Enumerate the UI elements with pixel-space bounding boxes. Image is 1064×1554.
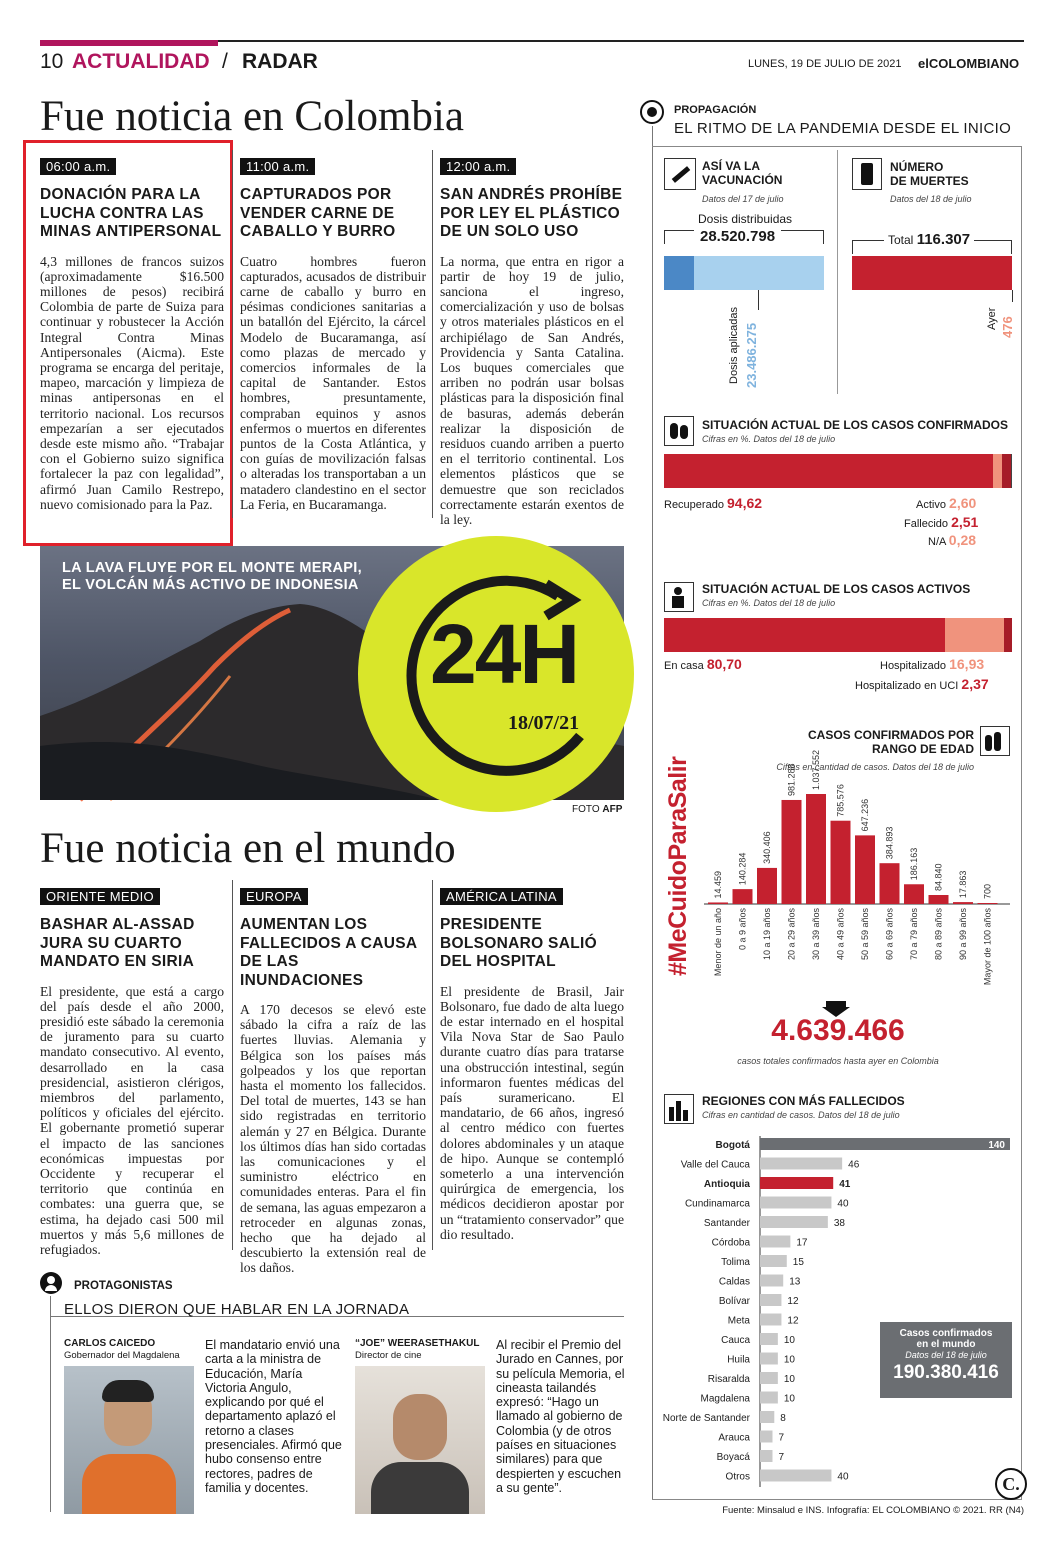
uci-label: Hospitalizado en UCI 2,37 xyxy=(855,676,989,692)
en-casa-label: En casa 80,70 xyxy=(664,656,742,672)
person-name: “JOE” WEERASETHAKUL xyxy=(355,1338,480,1349)
region-label: Meta xyxy=(727,1315,750,1327)
bar-chart-icon xyxy=(664,1094,694,1124)
age-value-label: 384.893 xyxy=(884,826,895,860)
region-bar xyxy=(760,1177,833,1189)
hospitalizado-label: Hospitalizado 16,93 xyxy=(880,656,985,672)
total-cases: 4.639.466 xyxy=(771,1014,905,1047)
region-bar xyxy=(760,1216,828,1228)
subsection-name: RADAR xyxy=(242,50,318,73)
region-label: Huila xyxy=(727,1354,750,1366)
page-number: 10 xyxy=(40,50,64,73)
region-value-label: 7 xyxy=(778,1432,785,1444)
confirmados-note: Cifras en %. Datos del 18 de julio xyxy=(702,434,836,444)
region-bar xyxy=(760,1353,778,1365)
colombia-item-3 xyxy=(440,158,624,527)
region-bar xyxy=(760,1314,781,1326)
region-label: Cundinamarca xyxy=(684,1198,750,1210)
region-value-label: 38 xyxy=(833,1218,845,1229)
section-name: ACTUALIDAD xyxy=(72,50,210,73)
muertes-date: Datos del 18 de julio xyxy=(890,194,972,204)
age-bar xyxy=(708,902,728,904)
age-category-label: Mayor de 100 años xyxy=(982,908,993,986)
recuperado-segment xyxy=(664,454,993,488)
region-value-label: 10 xyxy=(783,1374,795,1385)
virus-icon xyxy=(640,100,664,124)
mundo-item-2 xyxy=(240,888,426,1276)
age-category-label: 40 a 49 años xyxy=(835,908,846,961)
item-time: 12:00 a.m. xyxy=(440,158,516,175)
region-label: Arauca xyxy=(718,1432,750,1444)
hospitalizado-segment xyxy=(945,618,1004,652)
region-label: Santander xyxy=(703,1218,750,1229)
region-bar xyxy=(760,1236,790,1248)
age-category-label: 80 a 89 años xyxy=(933,908,944,961)
item-tag: ORIENTE MEDIO xyxy=(40,888,160,905)
region-bar xyxy=(760,1392,778,1404)
age-category-label: 0 a 9 años xyxy=(737,908,748,951)
age-bar xyxy=(904,884,924,904)
region-bar xyxy=(760,1294,781,1306)
na-label: N/A 0,28 xyxy=(928,532,977,548)
photo-credit: FOTO AFP xyxy=(572,804,623,815)
region-value-label: 46 xyxy=(848,1159,860,1171)
age-category-label: 20 a 29 años xyxy=(786,908,797,961)
24h-badge xyxy=(358,536,634,812)
region-value-label: 7 xyxy=(778,1452,785,1463)
age-value-label: 17.863 xyxy=(958,870,968,899)
issue-date: LUNES, 19 DE JULIO DE 2021 xyxy=(748,58,902,70)
top-accent xyxy=(40,40,218,46)
age-value-label: 647.236 xyxy=(860,798,870,832)
mundo-item-1 xyxy=(40,888,224,1257)
coffin-icon xyxy=(852,158,882,190)
vacunacion-date: Datos del 17 de julio xyxy=(702,194,784,204)
syringe-icon xyxy=(664,158,696,190)
region-value-label: 8 xyxy=(780,1413,786,1424)
region-value-label: 13 xyxy=(789,1276,801,1288)
age-bar xyxy=(831,821,851,904)
muertes-total: Total 116.307 xyxy=(884,231,974,248)
item-headline: BASHAR AL-ASSAD JURA SU CUARTO MANDATO EN SIRIA xyxy=(40,916,195,970)
applied-leader xyxy=(758,290,759,310)
item-headline: CAPTURADOS POR VENDER CARNE DE CABALLO Y BURRO xyxy=(240,186,396,240)
age-bar xyxy=(757,868,777,904)
region-bar xyxy=(760,1431,773,1443)
item-body: 4,3 millones de francos suizos (aproximadamente $16.500 millones de pesos) recibirá Colombia de parte de Suiza para continuar y robustecer la Acción Integral Contra Minas Antipersonales (Aicma). Este programa se encarga del peritaje, mapeo, marcación y limpieza de minas antipersonas en el territorio nacional. Los recursos empezarían a ser ejecutados desde este mismo año. “Trabajar con el Gobierno suizo significa fortalecer la paz con legalidad”, afirmó Juan Camilo Restrepo, nuevo comisionado para la Paz. xyxy=(40,253,224,512)
region-bar xyxy=(760,1411,774,1423)
activos-title: SITUACIÓN ACTUAL DE LOS CASOS ACTIVOS xyxy=(702,582,971,596)
region-value-label: 10 xyxy=(783,1354,795,1366)
region-bar xyxy=(760,1333,778,1345)
item-headline: AUMENTAN LOS FALLECIDOS A CAUSA DE LAS INUNDACIONES xyxy=(240,916,417,989)
vac-divider xyxy=(837,150,838,394)
age-category-label: 50 a 59 años xyxy=(860,908,870,961)
person-icon xyxy=(40,1272,62,1294)
colombia-title: Fue noticia en Colombia xyxy=(40,93,464,140)
applied-value: 23.486.275 xyxy=(744,322,759,388)
region-label: Risaralda xyxy=(707,1374,750,1385)
region-bar xyxy=(760,1470,831,1482)
region-value-label: 10 xyxy=(783,1393,795,1405)
confirmados-title: SITUACIÓN ACTUAL DE LOS CASOS CONFIRMADOS xyxy=(702,418,1009,432)
ayer-leader xyxy=(1012,290,1013,302)
region-bar xyxy=(760,1450,773,1462)
column-divider xyxy=(432,880,433,1250)
photo-caption: LA LAVA FLUYE POR EL MONTE MERAPI, EL VOLCÁN MÁS ACTIVO DE INDONESIA xyxy=(62,560,362,593)
fallecido-segment xyxy=(1002,454,1011,488)
region-label: Boyacá xyxy=(716,1452,750,1463)
age-value-label: 340.406 xyxy=(762,831,772,864)
regions-chart-title: REGIONES CON MÁS FALLECIDOS xyxy=(702,1094,905,1108)
region-bar xyxy=(760,1158,842,1170)
age-value-label: 785.576 xyxy=(835,784,846,817)
protagonistas-rule xyxy=(50,1296,51,1512)
item-body: Cuatro hombres fueron capturados, acusados de distribuir carne de caballo y burro en pésimas condiciones sanitarias a un batallón del Ejército, la cárcel Modelo de Bucaramanga, así como plazas de mercado y comercios informales de la capital de Santander. Estos hombres, presuntamente, compraban equinos y asnos enfermos o muertos en diferentes puntos de la Costa Atlántica, y con guías de movilización falsas o alteradas los transportaban a un matadero clandestino en el sector La Feria, en Bucaramanga. xyxy=(240,253,426,512)
infographic-title: EL RITMO DE LA PANDEMIA DESDE EL INICIO xyxy=(674,120,1012,137)
age-bar xyxy=(733,889,753,904)
section-slash: / xyxy=(222,50,228,73)
region-label: Bolívar xyxy=(718,1296,750,1307)
person-photo xyxy=(355,1366,485,1514)
age-value-label: 186.163 xyxy=(909,847,919,881)
applied-label: Dosis aplicadas xyxy=(728,306,740,384)
ayer-value: 476 xyxy=(1000,316,1015,338)
activo-segment xyxy=(993,454,1002,488)
age-category-label: 30 a 39 años xyxy=(811,908,821,961)
patient-icon xyxy=(664,582,694,612)
mundo-item-3 xyxy=(440,888,624,1242)
recuperado-label: Recuperado 94,62 xyxy=(664,495,763,511)
age-bar xyxy=(880,863,900,904)
item-body: El presidente de Brasil, Jair Bolsonaro, fue dado de alta luego de estar internado en el hospital Vila Nova Star de Sao Paulo durante cuatro días para tratarse una obstrucción intestinal, según informaron fuentes médicas del país suramericano. El mandatario, de 66 años, ingresó al centro médico con fuertes dolores abdominales y un ataque de hipo. Aunque se contempló someterlo a una intervención quirúrgica de emergencia, los médicos decidieron apostar por un “tratamiento conservador” que dio resultado. xyxy=(440,983,624,1242)
item-headline: SAN ANDRÉS PROHÍBE POR LEY EL PLÁSTICO DE UN SOLO USO xyxy=(440,186,623,240)
na-segment xyxy=(1011,454,1012,488)
age-bar xyxy=(953,902,973,904)
region-bar xyxy=(760,1138,1010,1150)
hashtag: #MeCuidoParaSalir xyxy=(664,756,692,976)
activos-note: Cifras en %. Datos del 18 de julio xyxy=(702,598,836,608)
item-headline: DONACIÓN PARA LA LUCHA CONTRA LAS MINAS ANTIPERSONAL xyxy=(40,186,222,240)
ayer-label: Ayer xyxy=(986,307,998,330)
age-value-label: 700 xyxy=(982,883,993,899)
age-chart-title: CASOS CONFIRMADOS POR RANGO DE EDAD xyxy=(807,728,974,756)
confirmados-bar xyxy=(664,454,1012,488)
brand-logo: elCOLOMBIANO xyxy=(918,56,1020,71)
non-applied-bar xyxy=(664,256,694,290)
age-bar xyxy=(855,835,875,904)
item-tag: EUROPA xyxy=(240,888,308,905)
item-body: A 170 decesos se elevó este sábado la cifra a raíz de las fuertes lluvias. Alemania y Bélgica son los países más golpeados y los que reportan hasta el momento los fallecidos. Del total de muertes, 143 se han sido registradas en territorio alemán y 27 en Bélgica. Durante los últimos días han sido cortadas las comunicaciones y el suministro eléctrico en comunidades enteras. Para el fin de semana, las aguas empezaron a retroceder en algunas zonas, hecho que ha dejado al descubierto la extensión real de los daños. xyxy=(240,1002,426,1276)
region-label: Valle del Cauca xyxy=(680,1159,750,1171)
region-value-label: 12 xyxy=(787,1296,799,1307)
world-cases-box: Casos confirmados en el mundo Datos del 18 de julio 190.380.416 xyxy=(880,1322,1012,1398)
age-category-label: 70 a 79 años xyxy=(909,908,919,961)
item-body: La norma, que entra en rigor a partir de hoy 19 de julio, sanciona el ingreso, comercialización y uso de bolsas y otros materiales plásticos en el archipiélago de San Andrés, Providencia y Santa Catalina. Los buques comerciales que arriben no podrán usar bolsas plásticas para la disposición final de basuras, además deberán realizar la disposición de residuos cuando arriben a puerto en el territorio continental. Los elementos plásticos que se demuestre que son reciclados correctamente estarán exentos de la ley. xyxy=(440,253,624,527)
age-value-label: 981.288 xyxy=(786,763,797,796)
region-label: Tolima xyxy=(721,1257,750,1268)
age-category-label: 60 a 69 años xyxy=(884,908,895,961)
protagonistas-subtitle: ELLOS DIERON QUE HABLAR EN LA JORNADA xyxy=(64,1301,410,1318)
infographic-source: Fuente: Minsalud e INS. Infografía: EL COLOMBIANO © 2021. RR (N4) xyxy=(722,1505,1024,1516)
region-label: Cauca xyxy=(721,1335,750,1346)
uci-segment xyxy=(1004,618,1012,652)
muertes-title: NÚMERO DE MUERTES xyxy=(890,160,969,188)
region-label: Antioquia xyxy=(703,1179,750,1190)
age-value-label: 1.037.552 xyxy=(811,749,821,790)
region-bar xyxy=(760,1275,783,1287)
age-value-label: 14.459 xyxy=(713,870,723,899)
age-value-label: 84.840 xyxy=(933,863,944,892)
item-headline: PRESIDENTE BOLSONARO SALIÓ DEL HOSPITAL xyxy=(440,916,597,970)
person-name: CARLOS CAICEDO xyxy=(64,1338,156,1349)
region-value-label: 140 xyxy=(988,1140,1005,1151)
group-icon xyxy=(980,726,1010,756)
activo-label: Activo 2,60 xyxy=(916,495,977,511)
person-quote: Al recibir el Premio del Jurado en Cannes, por su película Memoria, el cineasta tailandés expresó: “Hago un llamado al gobierno de Colombia (y de otros países en situaciones similares) para que despierten y escuchen a su gente”. xyxy=(496,1338,625,1495)
24h-date: 18/07/21 xyxy=(508,712,580,734)
people-icon xyxy=(664,416,694,446)
fallecido-label: Fallecido 2,51 xyxy=(904,514,979,530)
age-chart-subtitle: Cifras en cantidad de casos. Datos del 18 de julio xyxy=(776,762,974,772)
region-value-label: 40 xyxy=(837,1198,849,1210)
region-value-label: 41 xyxy=(839,1179,851,1190)
infographic-kicker: PROPAGACIÓN xyxy=(674,104,757,116)
region-bar xyxy=(760,1197,831,1209)
item-time: 06:00 a.m. xyxy=(40,158,116,175)
region-value-label: 12 xyxy=(787,1315,799,1327)
protagonistas-label: PROTAGONISTAS xyxy=(74,1280,173,1292)
item-tag: AMÉRICA LATINA xyxy=(440,888,563,905)
dist-label: Dosis distribuidas xyxy=(698,212,793,226)
column-divider xyxy=(232,150,233,518)
region-label: Bogotá xyxy=(715,1140,750,1151)
person-role: Gobernador del Magdalena xyxy=(64,1350,180,1361)
region-value-label: 40 xyxy=(837,1471,849,1483)
muertes-bar xyxy=(852,256,1012,290)
colombiano-logo: C. xyxy=(995,1468,1027,1500)
column-divider xyxy=(232,880,233,1250)
regions-chart-subtitle: Cifras en cantidad de casos. Datos del 18 de julio xyxy=(702,1110,900,1120)
region-label: Córdoba xyxy=(711,1237,750,1249)
region-label: Otros xyxy=(725,1471,750,1483)
region-value-label: 15 xyxy=(792,1257,804,1268)
region-value-label: 17 xyxy=(796,1237,808,1249)
age-bar xyxy=(806,794,826,904)
age-bar xyxy=(929,895,949,904)
age-category-label: Menor de un año xyxy=(713,908,723,977)
dist-value: 28.520.798 xyxy=(694,228,781,245)
item-time: 11:00 a.m. xyxy=(240,158,315,175)
age-bar xyxy=(782,800,802,904)
regions-chart xyxy=(650,1134,1020,1490)
item-body: El presidente, que está a cargo del país desde el año 2000, presidió este sábado la ceremonia de juramento para su cuarto mandato consecutivo. Al evento, desarrollado en la casa presidencial, asistieron clérigos, miembros del parlamento, políticos y oficiales del ejército. El gobernante prometió superar el impacto de las sanciones económicas impuestas por Occidente y recuperar el territorio que continúa en combates: una guerra que, se estima, ha dejado casi 500 mil muertos y más 5,6 millones de refugiados. xyxy=(40,983,224,1257)
colombia-item-1 xyxy=(40,158,224,512)
region-label: Magdalena xyxy=(700,1393,750,1405)
region-label: Caldas xyxy=(718,1276,750,1288)
colombia-item-2 xyxy=(240,158,426,512)
age-bar xyxy=(978,903,998,904)
age-category-label: 10 a 19 años xyxy=(762,908,772,961)
en-casa-segment xyxy=(664,618,945,652)
volcano-photo xyxy=(40,546,624,800)
person-quote: El mandatario envió una carta a la ministra de Educación, María Victoria Angulo, explicando por qué el departamento aplazó el retorno a clases presenciales. Afirmó que hubo consenso entre rectores, padres de familia y docentes. xyxy=(205,1338,342,1495)
age-value-label: 140.284 xyxy=(737,852,748,886)
region-value-label: 10 xyxy=(783,1335,795,1346)
column-divider xyxy=(432,150,433,518)
region-bar xyxy=(760,1255,787,1267)
24h-logo: 24H xyxy=(430,607,579,701)
region-bar xyxy=(760,1372,778,1384)
vacunacion-title: ASÍ VA LA VACUNACIÓN xyxy=(702,159,783,187)
person-role: Director de cine xyxy=(355,1350,422,1361)
total-cases-label: casos totales confirmados hasta ayer en Colombia xyxy=(737,1056,939,1066)
region-label: Norte de Santander xyxy=(662,1413,750,1424)
age-category-label: 90 a 99 años xyxy=(958,908,968,961)
mundo-title: Fue noticia en el mundo xyxy=(40,825,456,872)
person-photo xyxy=(64,1366,194,1514)
activos-bar xyxy=(664,618,1012,652)
